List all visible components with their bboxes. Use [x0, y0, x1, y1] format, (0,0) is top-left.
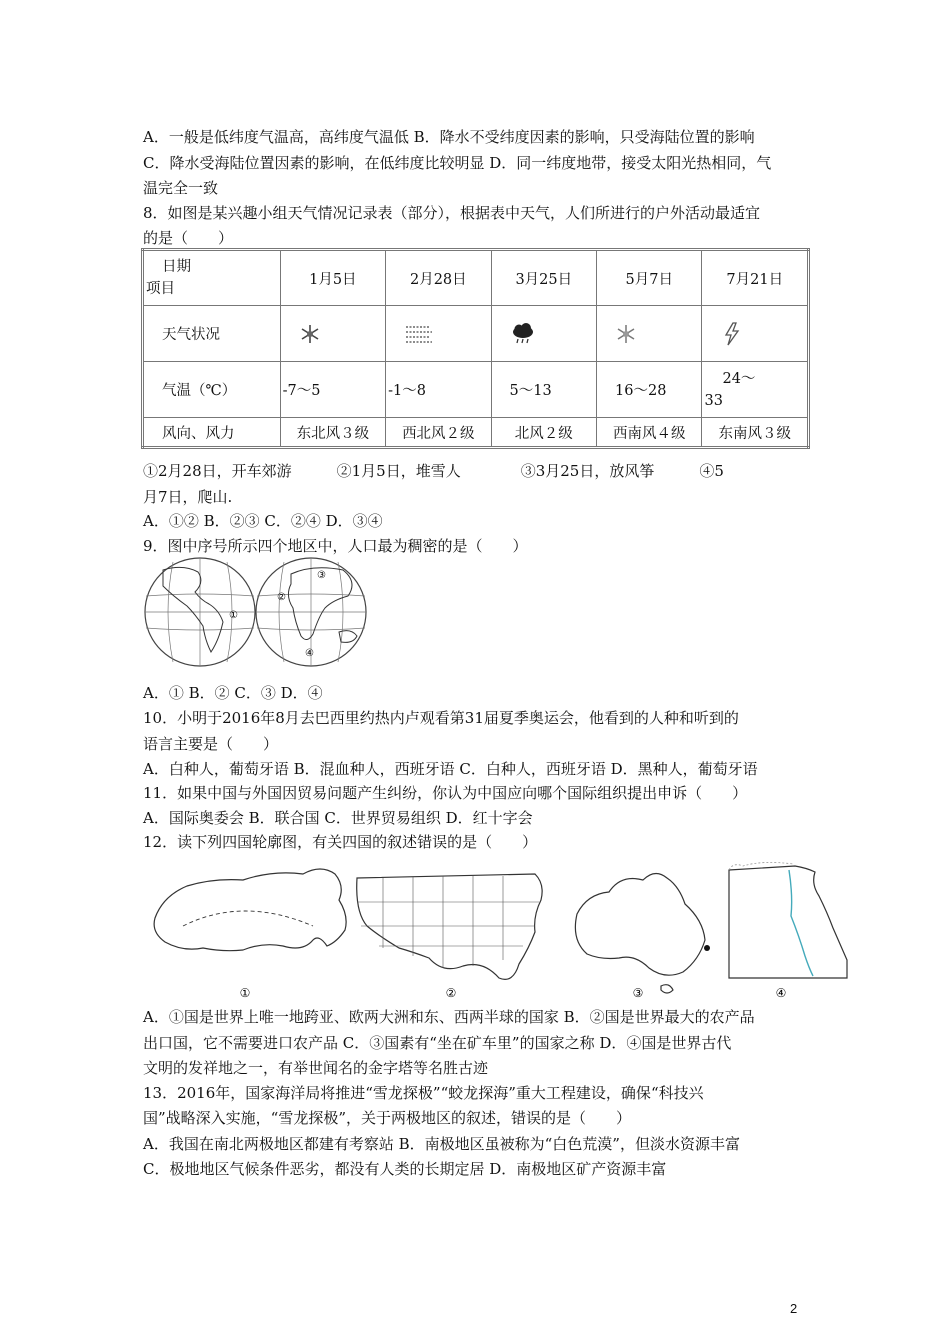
- weather-cell: [491, 306, 596, 362]
- q13-stem-line1: 13．2016年，国家海洋局将推进“雪龙探极”“蛟龙探海”重大工程建设，确保“科技兴: [143, 1084, 704, 1102]
- temp-last-range-cont: 33: [704, 392, 723, 409]
- header-date-label: 日期: [162, 259, 191, 275]
- map-marker-3: ③: [317, 570, 326, 581]
- q12-stem: 12．读下列四国轮廓图，有关四国的叙述错误的是（ ）: [143, 833, 538, 851]
- rain-cloud-icon: [510, 323, 536, 345]
- temp-cell: [702, 362, 809, 418]
- weather-cell: [386, 306, 491, 362]
- temp-cell: -7～5: [280, 362, 385, 418]
- egypt-outline: [729, 866, 847, 978]
- weather-record-table: [141, 248, 810, 449]
- wind-cell: 北风２级: [491, 418, 596, 448]
- snow-icon: [615, 323, 637, 345]
- header-item-label: 项目: [146, 281, 175, 297]
- q10-options: A．白种人，葡萄牙语 B．混血种人，西班牙语 C．白种人，西班牙语 D．黑种人，葡萄牙语: [143, 760, 758, 778]
- wind-cell: 东北风３级: [280, 418, 385, 448]
- snow-icon: [299, 323, 321, 345]
- row-label-wind: 风向、风力: [143, 418, 281, 448]
- weather-cell: [280, 306, 385, 362]
- weather-cell: [702, 306, 809, 362]
- q8-choices-line1: ①2月28日，开车郊游 ②1月5日，堆雪人 ③3月25日，放风筝 ④5: [143, 462, 724, 480]
- q9-stem: 9．图中序号所示四个地区中，人口最为稠密的是（ ）: [143, 537, 528, 555]
- page-number: 2: [790, 1301, 798, 1316]
- q9-options: A．① B．② C．③ D．④: [143, 684, 323, 702]
- country-label-3: ③: [632, 986, 644, 1000]
- country-label-2: ②: [445, 986, 457, 1000]
- country-label-1: ①: [239, 986, 251, 1000]
- temp-last-range: 24～: [722, 370, 756, 387]
- map-marker-4: ④: [305, 648, 314, 659]
- q8-stem-line2: 的是（ ）: [143, 229, 234, 247]
- temp-cell: -1～8: [386, 362, 491, 418]
- fog-icon: [404, 323, 434, 345]
- q11-stem: 11．如果中国与外国因贸易问题产生纠纷，你认为中国应向哪个国际组织提出申诉（ ）: [143, 784, 748, 802]
- q10-stem-line2: 语言主要是（ ）: [143, 735, 279, 753]
- country-label-4: ④: [775, 986, 787, 1000]
- date-cell: 2月28日: [386, 250, 491, 306]
- world-hemispheres-map: [143, 556, 369, 668]
- wind-cell: 西北风２级: [386, 418, 491, 448]
- four-countries-outlines: [143, 856, 851, 1002]
- q10-stem-line1: 10．小明于2016年8月去巴西里约热内卢观看第31届夏季奥运会，他看到的人种和听到的: [143, 709, 739, 727]
- q12-options-line1: A．①国是世界上唯一地跨亚、欧两大洲和东、西两半球的国家 B．②国是世界最大的农产品: [143, 1008, 755, 1026]
- date-cell: 1月5日: [280, 250, 385, 306]
- usa-outline: [357, 874, 542, 979]
- temp-cell: 16～28: [597, 362, 702, 418]
- q7-options-ab: A．一般是低纬度气温高，高纬度气温低 B．降水不受纬度因素的影响，只受海陆位置的影响: [143, 128, 755, 146]
- thunder-icon: [724, 322, 740, 346]
- australia-outline: [575, 873, 705, 975]
- q8-stem-line1: 8．如图是某兴趣小组天气情况记录表（部分），根据表中天气，人们所进行的户外活动最适宜: [143, 204, 761, 222]
- table-header-corner: [143, 250, 281, 306]
- wind-cell: 东南风３级: [702, 418, 809, 448]
- wind-cell: 西南风４级: [597, 418, 702, 448]
- q12-options-line2: 出口国，它不需要进口农产品 C．③国素有“坐在矿车里”的国家之称 D．④国是世界古代: [143, 1034, 732, 1052]
- q7-option-d-continued: 温完全一致: [143, 179, 219, 197]
- russia-outline: [154, 869, 346, 951]
- map-marker-1: ①: [229, 610, 238, 621]
- q13-options-ab: A．我国在南北两极地区都建有考察站 B．南极地区虽被称为“白色荒漠”，但淡水资源丰富: [143, 1135, 740, 1153]
- row-label-temperature: 气温（℃）: [143, 362, 281, 418]
- q11-options: A．国际奥委会 B．联合国 C．世界贸易组织 D．红十字会: [143, 809, 533, 827]
- date-cell: 3月25日: [491, 250, 596, 306]
- date-cell: 7月21日: [702, 250, 809, 306]
- q13-stem-line2: 国”战略深入实施，“雪龙探极”，关于两极地区的叙述，错误的是（ ）: [143, 1109, 632, 1127]
- q7-options-cd: C．降水受海陆位置因素的影响，在低纬度比较明显 D．同一纬度地带，接受太阳光热相同，气: [143, 154, 772, 172]
- map-marker-2: ②: [277, 592, 286, 603]
- q8-choices-line2: 月7日，爬山.: [143, 488, 233, 506]
- weather-cell: [597, 306, 702, 362]
- q12-options-line3: 文明的发祥地之一，有举世闻名的金字塔等名胜古迹: [143, 1059, 489, 1077]
- q8-options: A．①② B．②③ C．②④ D．③④: [143, 512, 383, 530]
- temp-cell: 5～13: [491, 362, 596, 418]
- row-label-weather: 天气状况: [143, 306, 281, 362]
- q13-options-cd: C．极地地区气候条件恶劣，都没有人类的长期定居 D．南极地区矿产资源丰富: [143, 1160, 667, 1178]
- date-cell: 5月7日: [597, 250, 702, 306]
